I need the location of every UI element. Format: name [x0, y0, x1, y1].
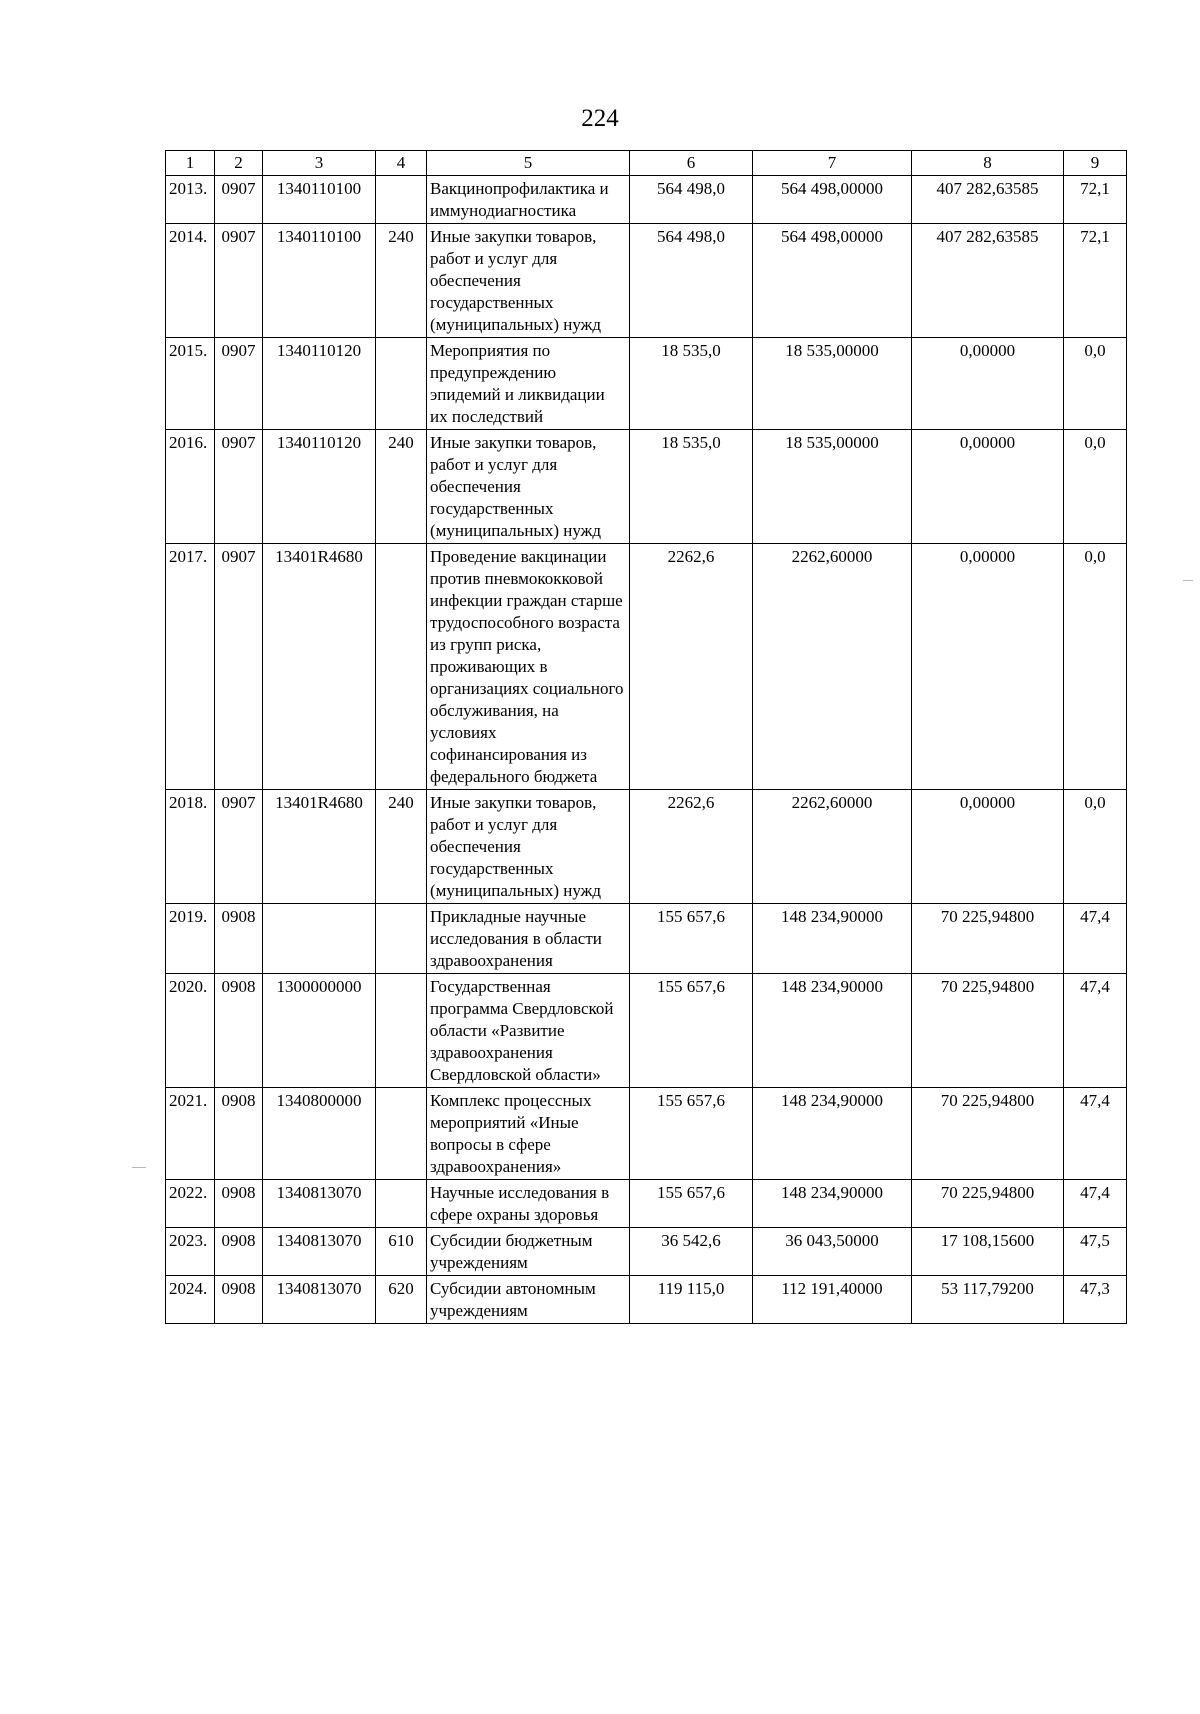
section-code: 0907 [215, 544, 263, 790]
approved-value: 148 234,90000 [753, 1180, 912, 1228]
executed-value: 0,00000 [912, 790, 1064, 904]
plan-value: 564 498,0 [630, 176, 753, 224]
item-name: Прикладные научные исследования в области здравоохранения [427, 904, 630, 974]
section-code: 0907 [215, 224, 263, 338]
col-header-2: 2 [215, 151, 263, 176]
plan-value: 18 535,0 [630, 430, 753, 544]
plan-value: 36 542,6 [630, 1228, 753, 1276]
approved-value: 112 191,40000 [753, 1276, 912, 1324]
executed-value: 0,00000 [912, 544, 1064, 790]
col-header-1: 1 [166, 151, 215, 176]
expense-type-code: 240 [376, 430, 427, 544]
executed-value: 407 282,63585 [912, 176, 1064, 224]
target-article-code: 1340813070 [263, 1180, 376, 1228]
section-code: 0908 [215, 1088, 263, 1180]
approved-value: 148 234,90000 [753, 904, 912, 974]
row-number: 2019. [166, 904, 215, 974]
plan-value: 2262,6 [630, 544, 753, 790]
plan-value: 564 498,0 [630, 224, 753, 338]
table-row [166, 1088, 1127, 1180]
target-article-code: 1340813070 [263, 1228, 376, 1276]
expense-type-code [376, 1180, 427, 1228]
expense-type-code: 240 [376, 790, 427, 904]
expense-type-code [376, 176, 427, 224]
expense-type-code [376, 974, 427, 1088]
executed-value: 70 225,94800 [912, 974, 1064, 1088]
section-code: 0907 [215, 338, 263, 430]
col-header-7: 7 [753, 151, 912, 176]
row-number: 2017. [166, 544, 215, 790]
row-number: 2016. [166, 430, 215, 544]
execution-percent: 47,3 [1064, 1276, 1127, 1324]
table-row [166, 544, 1127, 790]
table-row [166, 904, 1127, 974]
approved-value: 2262,60000 [753, 790, 912, 904]
target-article-code: 1340110120 [263, 338, 376, 430]
executed-value: 0,00000 [912, 430, 1064, 544]
row-number: 2023. [166, 1228, 215, 1276]
approved-value: 148 234,90000 [753, 974, 912, 1088]
executed-value: 70 225,94800 [912, 1180, 1064, 1228]
section-code: 0908 [215, 904, 263, 974]
row-number: 2015. [166, 338, 215, 430]
target-article-code [263, 904, 376, 974]
item-name: Государственная программа Свердловской области «Развитие здравоохранения Свердловской области» [427, 974, 630, 1088]
row-number: 2020. [166, 974, 215, 1088]
section-code: 0907 [215, 790, 263, 904]
row-number: 2018. [166, 790, 215, 904]
table-row [166, 338, 1127, 430]
section-code: 0908 [215, 1228, 263, 1276]
approved-value: 18 535,00000 [753, 430, 912, 544]
item-name: Иные закупки товаров, работ и услуг для обеспечения государственных (муниципальных) нужд [427, 430, 630, 544]
section-code: 0908 [215, 1180, 263, 1228]
expense-type-code [376, 338, 427, 430]
plan-value: 155 657,6 [630, 1180, 753, 1228]
executed-value: 70 225,94800 [912, 904, 1064, 974]
execution-percent: 47,4 [1064, 904, 1127, 974]
target-article-code: 1340110100 [263, 176, 376, 224]
section-code: 0907 [215, 176, 263, 224]
page-number: 224 [581, 105, 619, 132]
execution-percent: 47,4 [1064, 1088, 1127, 1180]
target-article-code: 13401R4680 [263, 790, 376, 904]
item-name: Иные закупки товаров, работ и услуг для обеспечения государственных (муниципальных) нужд [427, 790, 630, 904]
approved-value: 564 498,00000 [753, 224, 912, 338]
execution-percent: 72,1 [1064, 224, 1127, 338]
expense-type-code: 610 [376, 1228, 427, 1276]
item-name: Субсидии бюджетным учреждениям [427, 1228, 630, 1276]
table-row [166, 176, 1127, 224]
execution-percent: 0,0 [1064, 430, 1127, 544]
target-article-code: 1340110120 [263, 430, 376, 544]
header-row [166, 151, 1127, 176]
target-article-code: 1340800000 [263, 1088, 376, 1180]
item-name: Субсидии автономным учреждениям [427, 1276, 630, 1324]
execution-percent: 0,0 [1064, 544, 1127, 790]
approved-value: 2262,60000 [753, 544, 912, 790]
item-name: Мероприятия по предупреждению эпидемий и ликвидации их последствий [427, 338, 630, 430]
budget-table [165, 150, 1127, 1324]
table-row [166, 1276, 1127, 1324]
scan-artifact-left [132, 1167, 146, 1168]
section-code: 0907 [215, 430, 263, 544]
item-name: Иные закупки товаров, работ и услуг для обеспечения государственных (муниципальных) нужд [427, 224, 630, 338]
item-name: Вакцинопрофилактика и иммунодиагностика [427, 176, 630, 224]
expense-type-code: 240 [376, 224, 427, 338]
col-header-3: 3 [263, 151, 376, 176]
target-article-code: 1340813070 [263, 1276, 376, 1324]
scan-artifact-right [1183, 580, 1193, 581]
execution-percent: 47,4 [1064, 1180, 1127, 1228]
plan-value: 2262,6 [630, 790, 753, 904]
execution-percent: 47,4 [1064, 974, 1127, 1088]
plan-value: 155 657,6 [630, 1088, 753, 1180]
plan-value: 155 657,6 [630, 974, 753, 1088]
section-code: 0908 [215, 1276, 263, 1324]
executed-value: 0,00000 [912, 338, 1064, 430]
col-header-5: 5 [427, 151, 630, 176]
table-row [166, 1228, 1127, 1276]
table-row [166, 224, 1127, 338]
execution-percent: 0,0 [1064, 790, 1127, 904]
item-name: Проведение вакцинации против пневмококковой инфекции граждан старше трудоспособного возраста из групп риска, проживающих в организациях социального обслуживания, на условиях софинансирования из федерального бюджета [427, 544, 630, 790]
approved-value: 148 234,90000 [753, 1088, 912, 1180]
expense-type-code [376, 1088, 427, 1180]
item-name: Научные исследования в сфере охраны здоровья [427, 1180, 630, 1228]
item-name: Комплекс процессных мероприятий «Иные вопросы в сфере здравоохранения» [427, 1088, 630, 1180]
target-article-code: 13401R4680 [263, 544, 376, 790]
executed-value: 407 282,63585 [912, 224, 1064, 338]
executed-value: 70 225,94800 [912, 1088, 1064, 1180]
row-number: 2013. [166, 176, 215, 224]
row-number: 2014. [166, 224, 215, 338]
plan-value: 18 535,0 [630, 338, 753, 430]
section-code: 0908 [215, 974, 263, 1088]
table-row [166, 430, 1127, 544]
table-row [166, 790, 1127, 904]
approved-value: 18 535,00000 [753, 338, 912, 430]
col-header-8: 8 [912, 151, 1064, 176]
target-article-code: 1300000000 [263, 974, 376, 1088]
target-article-code: 1340110100 [263, 224, 376, 338]
expense-type-code [376, 544, 427, 790]
expense-type-code: 620 [376, 1276, 427, 1324]
row-number: 2024. [166, 1276, 215, 1324]
col-header-9: 9 [1064, 151, 1127, 176]
col-header-4: 4 [376, 151, 427, 176]
execution-percent: 72,1 [1064, 176, 1127, 224]
row-number: 2021. [166, 1088, 215, 1180]
col-header-6: 6 [630, 151, 753, 176]
row-number: 2022. [166, 1180, 215, 1228]
approved-value: 36 043,50000 [753, 1228, 912, 1276]
plan-value: 119 115,0 [630, 1276, 753, 1324]
expense-type-code [376, 904, 427, 974]
approved-value: 564 498,00000 [753, 176, 912, 224]
execution-percent: 47,5 [1064, 1228, 1127, 1276]
executed-value: 17 108,15600 [912, 1228, 1064, 1276]
plan-value: 155 657,6 [630, 904, 753, 974]
executed-value: 53 117,79200 [912, 1276, 1064, 1324]
execution-percent: 0,0 [1064, 338, 1127, 430]
table-row [166, 1180, 1127, 1228]
table-row [166, 974, 1127, 1088]
